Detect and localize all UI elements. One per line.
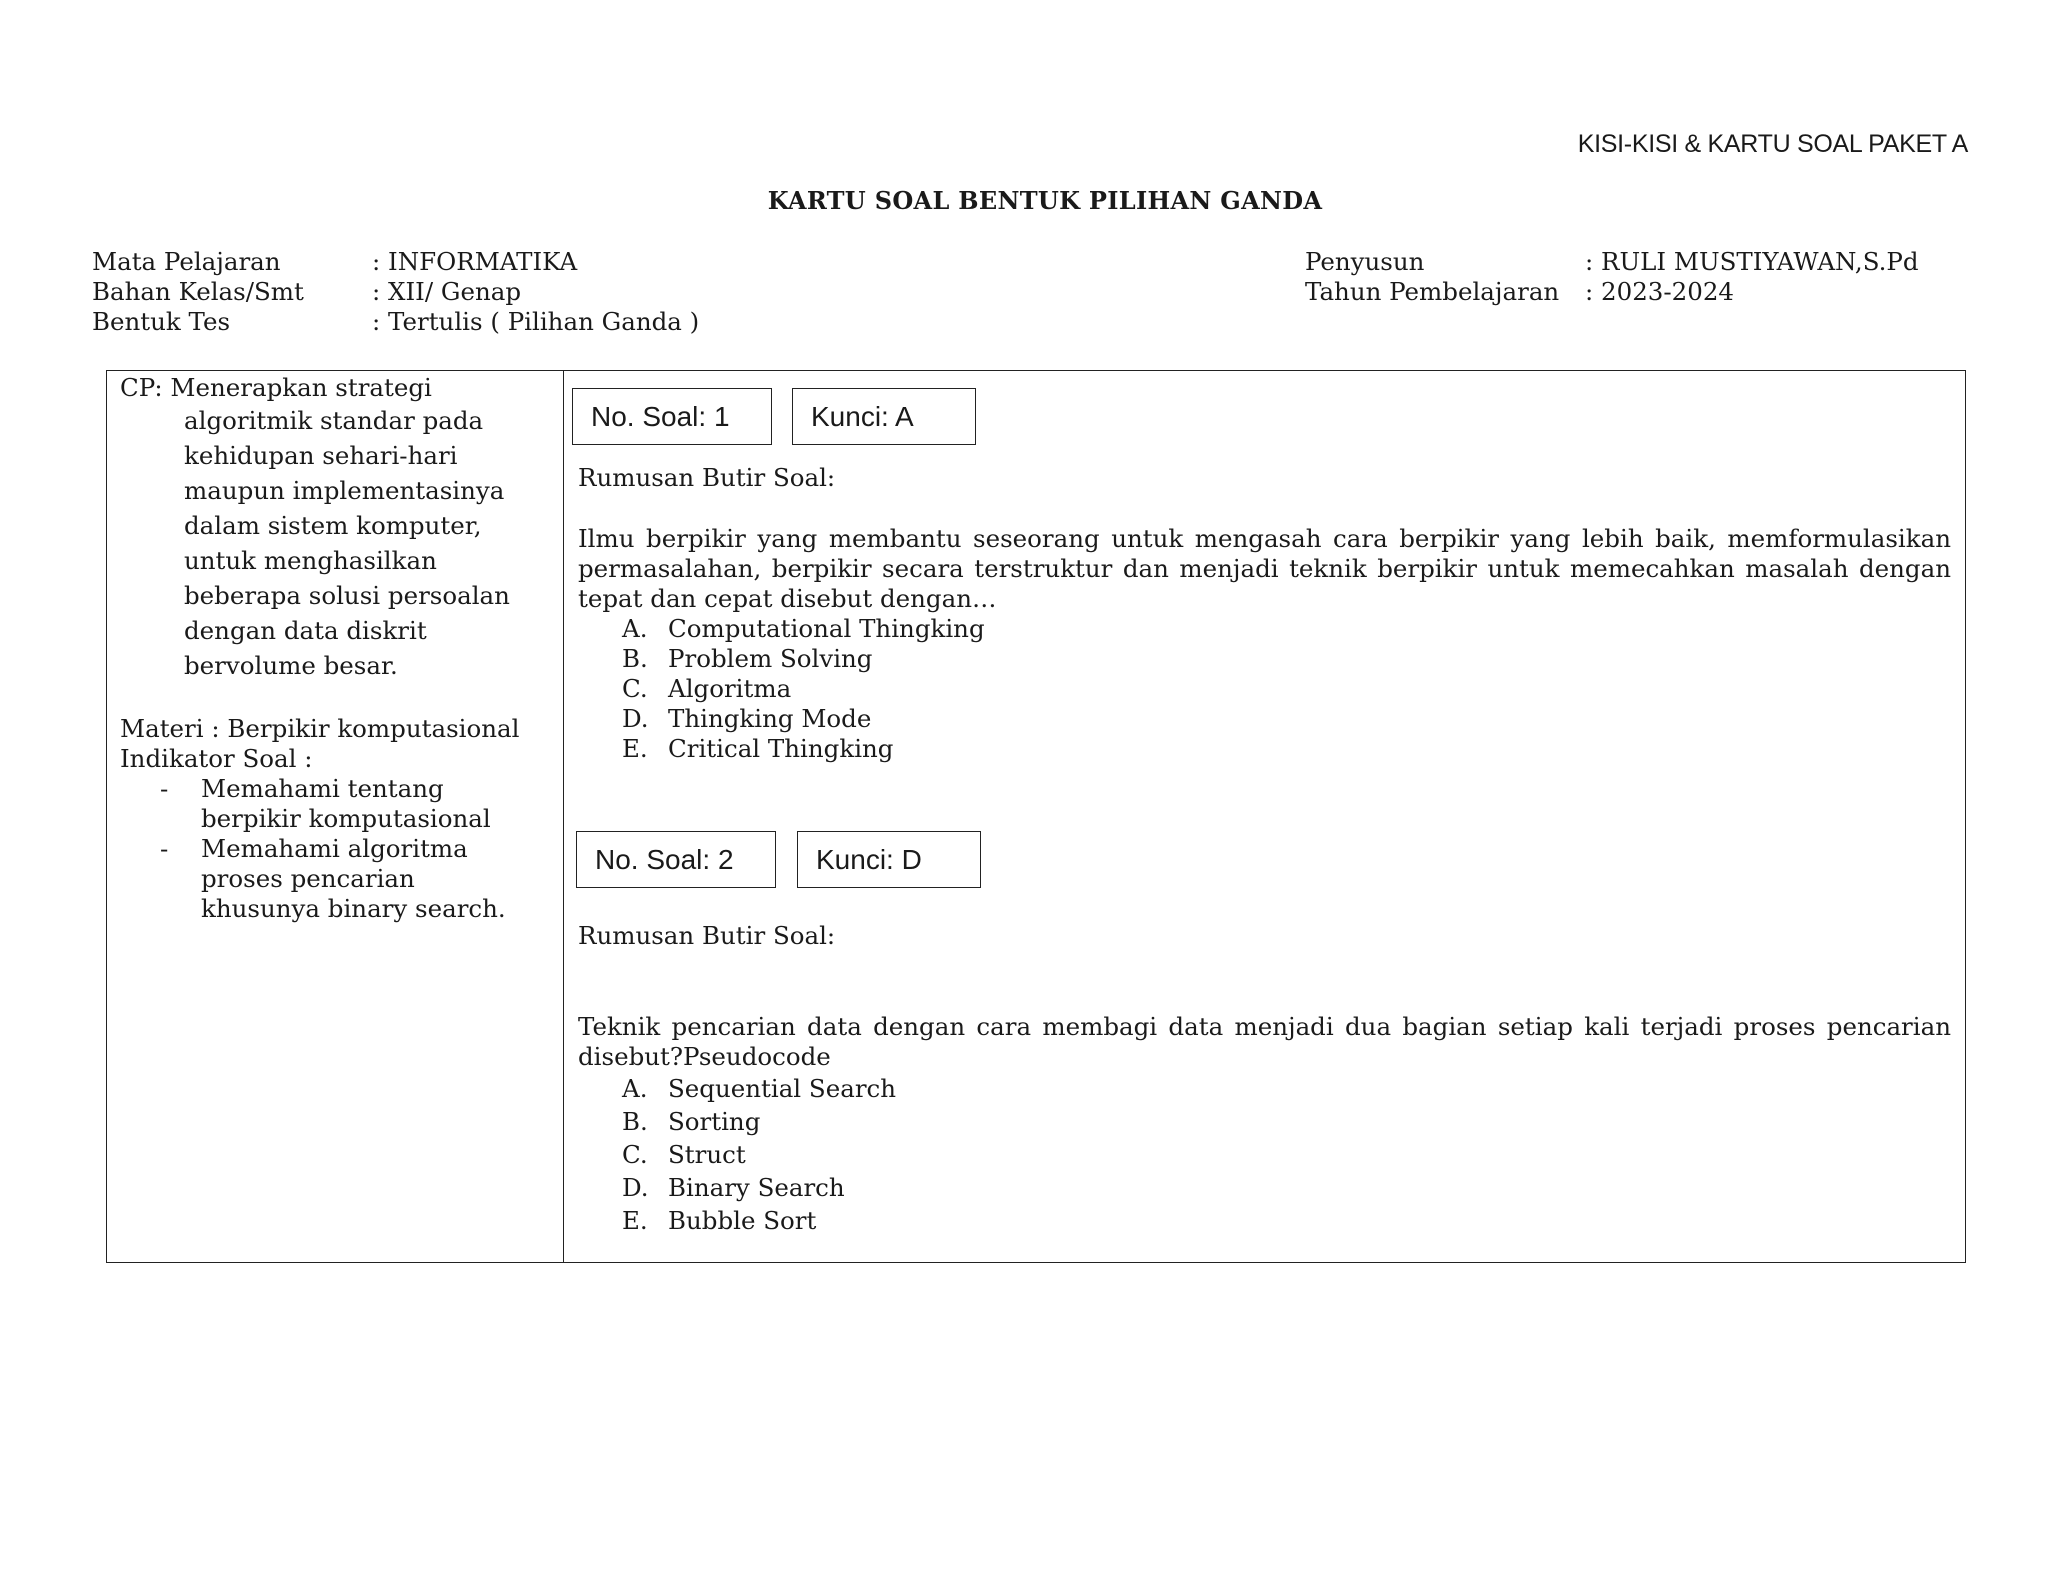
meta-row-author [1305, 247, 1919, 277]
option-text: Critical Thingking [668, 734, 894, 763]
materi-block [120, 714, 563, 924]
option-item [578, 704, 1951, 734]
list-dash: - [160, 774, 169, 803]
option-text: Binary Search [668, 1173, 845, 1202]
question-text: Teknik pencarian data dengan cara membagi data menjadi dua bagian setiap kali terjadi proses pencarian disebut?Pseudocode [578, 1012, 1951, 1071]
rumusan-label: Rumusan Butir Soal: [578, 921, 836, 950]
option-letter: A. [622, 614, 648, 643]
indikator-text: Memahami algoritma proses pencarian khusunya binary search. [201, 834, 506, 923]
indikator-label: Indikator Soal : [120, 744, 313, 773]
questions-column [564, 371, 1965, 1262]
cp-line: bervolume besar. [184, 651, 398, 680]
answer-key-box: Kunci: D [797, 831, 981, 888]
meta-label: Bahan Kelas/Smt [92, 277, 304, 306]
option-item [578, 1138, 1951, 1171]
meta-label: Tahun Pembelajaran [1305, 277, 1560, 306]
answer-key-box: Kunci: A [792, 388, 976, 445]
question-text: Ilmu berpikir yang membantu seseorang untuk mengasah cara berpikir yang lebih baik, memformulasikan permasalahan, berpikir secara terstruktur dan menjadi teknik berpikir untuk memecahkan masalah dengan tepat dan cepat disebut dengan… [578, 524, 1951, 613]
indikator-item [120, 834, 563, 924]
cp-line: untuk menghasilkan [184, 546, 437, 575]
meta-row-year [1305, 277, 1919, 307]
option-text: Struct [668, 1140, 746, 1169]
cp-block [120, 373, 563, 683]
meta-label: Penyusun [1305, 247, 1425, 276]
option-item [578, 1171, 1951, 1204]
cp-line: dalam sistem komputer, [184, 511, 482, 540]
option-letter: B. [622, 644, 648, 673]
option-item [578, 1105, 1951, 1138]
competency-column [107, 371, 564, 1262]
option-text: Bubble Sort [668, 1206, 817, 1235]
meta-label: Bentuk Tes [92, 307, 231, 336]
option-letter: E. [622, 734, 648, 763]
option-item [578, 1072, 1951, 1105]
option-text: Problem Solving [668, 644, 873, 673]
option-text: Thingking Mode [668, 704, 872, 733]
question-1 [578, 463, 1951, 764]
question-number-box: No. Soal: 2 [576, 831, 776, 888]
option-text: Algoritma [668, 674, 792, 703]
materi-text: Materi : Berpikir komputasional [120, 714, 520, 743]
meta-value: : XII/ Genap [372, 277, 522, 306]
cp-line: beberapa solusi persoalan [184, 581, 510, 610]
cp-line: maupun implementasinya [184, 476, 505, 505]
option-letter: E. [622, 1206, 648, 1235]
meta-row-class [92, 277, 699, 307]
cp-first-line: CP: Menerapkan strategi [120, 373, 432, 402]
cp-line: algoritmik standar pada [184, 406, 484, 435]
option-item [578, 1204, 1951, 1237]
indikator-list [120, 774, 563, 924]
question-2 [578, 921, 1951, 1237]
indikator-text: Memahami tentang berpikir komputasional [201, 774, 491, 833]
question-number-box: No. Soal: 1 [572, 388, 772, 445]
cp-line: kehidupan sehari-hari [184, 441, 458, 470]
option-letter: D. [622, 1173, 649, 1202]
option-item [578, 734, 1951, 764]
indikator-item [120, 774, 563, 834]
option-letter: C. [622, 674, 648, 703]
question-card [106, 370, 1966, 1263]
rumusan-label: Rumusan Butir Soal: [578, 463, 836, 492]
list-dash: - [160, 834, 169, 863]
meta-row-test-form [92, 307, 699, 337]
cp-lines [120, 403, 563, 683]
option-item [578, 644, 1951, 674]
option-letter: C. [622, 1140, 648, 1169]
package-label: KISI-KISI & KARTU SOAL PAKET A [1577, 130, 1968, 158]
meta-right [1305, 247, 1919, 307]
option-letter: D. [622, 704, 649, 733]
option-letter: A. [622, 1074, 648, 1103]
cp-line: dengan data diskrit [184, 616, 427, 645]
meta-value: : 2023-2024 [1585, 277, 1735, 306]
meta-value: : INFORMATIKA [372, 247, 578, 276]
meta-label: Mata Pelajaran [92, 247, 281, 276]
meta-value: : Tertulis ( Pilihan Ganda ) [372, 307, 700, 336]
option-letter: B. [622, 1107, 648, 1136]
document-title: KARTU SOAL BENTUK PILIHAN GANDA [767, 186, 1323, 215]
meta-left [92, 247, 699, 337]
option-list [578, 614, 1951, 764]
option-item [578, 674, 1951, 704]
option-text: Computational Thingking [668, 614, 985, 643]
meta-value: : RULI MUSTIYAWAN,S.Pd [1585, 247, 1919, 276]
option-text: Sequential Search [668, 1074, 897, 1103]
option-item [578, 614, 1951, 644]
option-list [578, 1072, 1951, 1237]
option-text: Sorting [668, 1107, 761, 1136]
meta-row-subject [92, 247, 699, 277]
